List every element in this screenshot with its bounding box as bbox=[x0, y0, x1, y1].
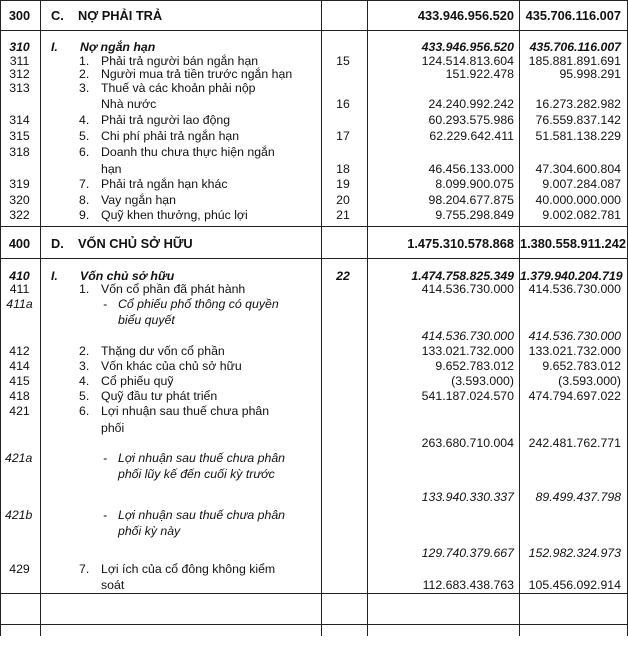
row-code: 412 bbox=[9, 344, 30, 358]
row-note: 18 bbox=[336, 162, 350, 176]
rule-cur bbox=[367, 0, 368, 636]
row-label: D. bbox=[51, 236, 64, 251]
row-code: 312 bbox=[9, 67, 30, 81]
row-label: 8. bbox=[79, 193, 90, 207]
row-code: 410 bbox=[9, 269, 30, 283]
row-note: 20 bbox=[336, 193, 350, 207]
row-text-cont: Nhà nước bbox=[101, 97, 157, 111]
row-text: Chi phí phải trả ngắn hạn bbox=[101, 129, 240, 143]
row-current: 112.683.438.763 bbox=[422, 578, 514, 592]
row-code: 320 bbox=[9, 193, 30, 207]
row-text-cont: biểu quyết bbox=[118, 313, 175, 327]
row-current: 414.536.730.000 bbox=[421, 282, 514, 296]
row-code: 414 bbox=[9, 359, 30, 373]
row-note: 21 bbox=[336, 208, 350, 222]
row-label: 7. bbox=[79, 562, 90, 576]
row-text: Vay ngắn hạn bbox=[101, 193, 176, 207]
row-code: 318 bbox=[9, 145, 30, 159]
row-text-cont: phối bbox=[101, 421, 125, 435]
rule-note bbox=[321, 0, 322, 636]
row-code: 411 bbox=[9, 282, 30, 296]
row-label: I. bbox=[51, 269, 58, 283]
row-note: 19 bbox=[336, 177, 350, 191]
row-label: 7. bbox=[79, 177, 90, 191]
row-text: Lợi nhuận sau thuế chưa phân bbox=[118, 451, 286, 465]
row-previous: 9.652.783.012 bbox=[542, 359, 621, 373]
row-text: Thặng dư vốn cổ phần bbox=[101, 344, 225, 358]
row-code: 300 bbox=[8, 8, 31, 23]
row-code: 314 bbox=[9, 113, 30, 127]
row-current: 1.475.310.578.868 bbox=[407, 236, 514, 251]
row-label: 2. bbox=[79, 67, 90, 81]
row-code: 400 bbox=[8, 236, 31, 251]
row-current: 129.740.379.667 bbox=[421, 546, 514, 560]
row-text-cont: hạn bbox=[101, 162, 122, 176]
row-previous: 9.002.082.781 bbox=[542, 208, 621, 222]
rule-400-bottom bbox=[0, 258, 627, 259]
row-code: 429 bbox=[9, 562, 30, 576]
rule-code bbox=[40, 0, 41, 636]
row-previous: 414.536.730.000 bbox=[528, 329, 621, 343]
row-label: 4. bbox=[79, 113, 90, 127]
row-current: 46.456.133.000 bbox=[428, 162, 514, 176]
row-current: (3.593.000) bbox=[451, 374, 514, 388]
row-label: 9. bbox=[79, 208, 90, 222]
row-label: 5. bbox=[79, 389, 90, 403]
row-current: 133.940.330.337 bbox=[421, 490, 514, 504]
row-current: 133.021.732.000 bbox=[421, 344, 514, 358]
row-text-cont: phối lũy kế đến cuối kỳ trước bbox=[118, 467, 275, 481]
row-text: Phải trả ngắn hạn khác bbox=[101, 177, 228, 191]
row-code: 415 bbox=[9, 374, 30, 388]
row-text: Vốn chủ sở hữu bbox=[80, 269, 175, 283]
row-previous: 1.380.558.911.242 bbox=[520, 236, 627, 251]
row-text: Vốn khác của chủ sở hữu bbox=[101, 359, 242, 373]
row-text: Lợi ích của cổ đông không kiểm bbox=[101, 562, 276, 576]
row-code: 322 bbox=[9, 208, 30, 222]
row-code: 421a bbox=[5, 451, 33, 465]
row-label: I. bbox=[51, 40, 58, 54]
row-label: 1. bbox=[79, 54, 90, 68]
row-previous: 40.000.000.000 bbox=[535, 193, 621, 207]
row-previous: (3.593.000) bbox=[558, 374, 621, 388]
row-note: 15 bbox=[336, 54, 350, 68]
rule-322-bottom bbox=[0, 226, 627, 227]
row-current: 124.514.813.604 bbox=[421, 54, 514, 68]
row-label: 3. bbox=[79, 359, 90, 373]
rule-left bbox=[0, 0, 1, 636]
row-current: 60.293.575.986 bbox=[428, 113, 514, 127]
row-text: Phải trả người lao động bbox=[101, 113, 231, 127]
row-previous: 105.456.092.914 bbox=[528, 578, 621, 592]
row-text-cont: soát bbox=[101, 578, 125, 592]
row-current: 24.240.992.242 bbox=[428, 97, 514, 111]
rule-prev bbox=[519, 0, 520, 636]
row-code: 421b bbox=[5, 508, 33, 522]
row-label: - bbox=[103, 508, 108, 522]
row-previous: 435.706.116.007 bbox=[529, 40, 621, 54]
rule-total-bottom bbox=[0, 624, 627, 625]
row-current: 9.652.783.012 bbox=[435, 359, 514, 373]
row-previous: 474.794.697.022 bbox=[528, 389, 621, 403]
row-previous: 242.481.762.771 bbox=[528, 436, 621, 450]
row-text: Thuế và các khoản phải nộp bbox=[101, 81, 256, 95]
row-current: 151.922.478 bbox=[445, 67, 514, 81]
row-current: 1.474.758.825.349 bbox=[411, 269, 514, 283]
row-current: 433.946.956.520 bbox=[417, 8, 514, 23]
row-label: 2. bbox=[79, 344, 90, 358]
row-label: 4. bbox=[79, 374, 90, 388]
row-previous: 47.304.600.804 bbox=[535, 162, 621, 176]
row-code: 421 bbox=[9, 404, 30, 418]
row-text: Vốn cổ phần đã phát hành bbox=[101, 282, 246, 296]
row-text-cont: phối kỳ này bbox=[118, 524, 181, 538]
rule-top bbox=[0, 0, 627, 1]
row-note: 22 bbox=[336, 269, 350, 283]
row-previous: 9.007.284.087 bbox=[542, 177, 621, 191]
row-previous: 51.581.138.229 bbox=[535, 129, 621, 143]
rule-300-bottom bbox=[0, 30, 627, 31]
row-text: Cổ phiếu phổ thông có quyền bbox=[118, 297, 279, 311]
row-text: Doanh thu chưa thực hiện ngắn bbox=[101, 145, 275, 159]
row-current: 541.187.024.570 bbox=[421, 389, 514, 403]
row-text: VỐN CHỦ SỞ HỮU bbox=[78, 236, 193, 251]
row-note: 17 bbox=[336, 129, 350, 143]
row-label: 5. bbox=[79, 129, 90, 143]
row-previous: 95.998.291 bbox=[559, 67, 621, 81]
row-text: Phải trả người bán ngắn hạn bbox=[101, 54, 259, 68]
row-previous: 89.499.437.798 bbox=[535, 490, 621, 504]
row-current: 98.204.677.875 bbox=[428, 193, 514, 207]
row-text: Cổ phiếu quỹ bbox=[101, 374, 174, 388]
row-text: Nợ ngắn hạn bbox=[80, 40, 156, 54]
row-previous: 16.273.282.982 bbox=[535, 97, 621, 111]
row-code: 313 bbox=[9, 81, 30, 95]
row-previous: 1.379.940.204.719 bbox=[520, 269, 623, 283]
row-previous: 414.536.730.000 bbox=[528, 282, 621, 296]
row-text: Lợi nhuận sau thuế chưa phân bbox=[118, 508, 286, 522]
row-current: 433.946.956.520 bbox=[421, 40, 514, 54]
row-label: 1. bbox=[79, 282, 90, 296]
row-previous: 152.982.324.973 bbox=[528, 546, 621, 560]
row-current: 62.229.642.411 bbox=[429, 129, 514, 143]
row-current: 9.755.298.849 bbox=[435, 208, 514, 222]
row-current: 263.680.710.004 bbox=[421, 436, 514, 450]
row-label: - bbox=[103, 451, 108, 465]
row-text: Người mua trả tiền trước ngắn hạn bbox=[101, 67, 293, 81]
row-code: 319 bbox=[9, 177, 30, 191]
row-text: NỢ PHẢI TRẢ bbox=[78, 8, 163, 23]
row-current: 414.536.730.000 bbox=[421, 329, 514, 343]
row-code: 418 bbox=[9, 389, 30, 403]
row-code: 411a bbox=[6, 297, 33, 311]
row-code: 310 bbox=[9, 40, 30, 54]
row-label: - bbox=[103, 297, 108, 311]
row-previous: 76.559.837.142 bbox=[535, 113, 621, 127]
row-text: Lợi nhuận sau thuế chưa phân bbox=[101, 404, 270, 418]
row-label: 6. bbox=[79, 145, 90, 159]
row-label: 3. bbox=[79, 81, 90, 95]
row-code: 315 bbox=[9, 129, 30, 143]
row-label: C. bbox=[51, 8, 64, 23]
row-previous: 185.881.891.691 bbox=[528, 54, 621, 68]
row-code: 311 bbox=[9, 54, 30, 68]
row-text: Quỹ khen thưởng, phúc lợi bbox=[101, 208, 248, 222]
row-current: 8.099.900.075 bbox=[435, 177, 514, 191]
rule-total-top bbox=[0, 593, 627, 594]
row-previous: 133.021.732.000 bbox=[528, 344, 621, 358]
row-note: 16 bbox=[336, 97, 350, 111]
row-text: Quỹ đầu tư phát triển bbox=[101, 389, 218, 403]
row-previous: 435.706.116.007 bbox=[525, 8, 621, 23]
row-label: 6. bbox=[79, 404, 90, 418]
